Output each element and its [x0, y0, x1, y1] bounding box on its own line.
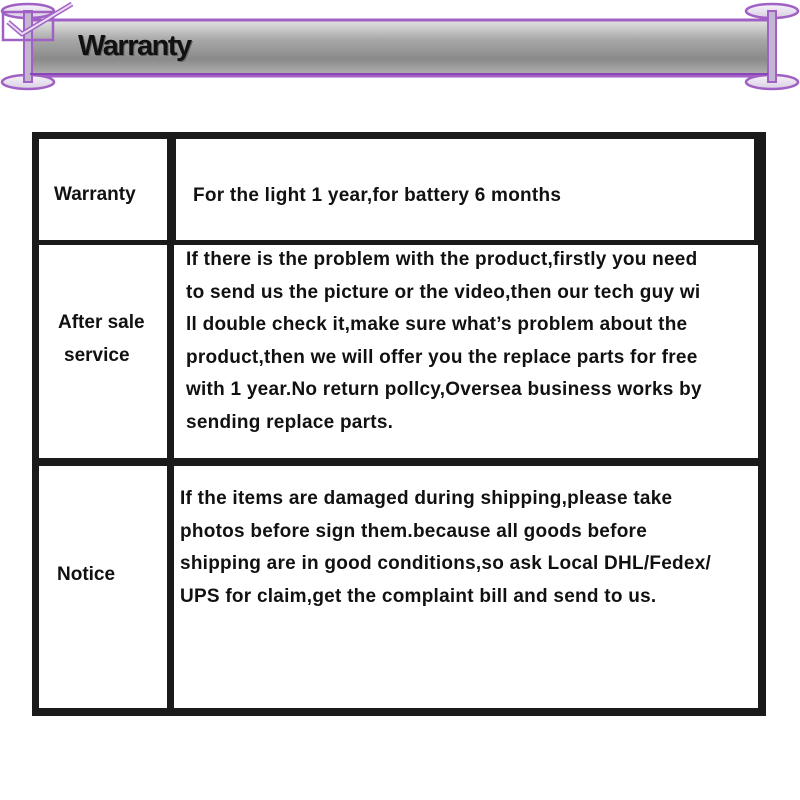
row-after-sale-label-cell	[39, 245, 167, 458]
row-notice-label: Notice	[57, 564, 116, 585]
row-notice-text: If the items are damaged during shipping,please take photos before sign them.because all goods before shipping are in good conditions,so ask Local DHL/Fedex/ UPS for claim,get the complaint bill and send to us.	[180, 488, 712, 607]
row-warranty-text: For the light 1 year,for battery 6 months	[193, 185, 562, 206]
checkmark-box-icon	[0, 0, 76, 42]
warranty-banner	[0, 0, 800, 95]
row-warranty-label-cell	[39, 139, 167, 240]
row-after-sale-text: If there is the problem with the product,firstly you need to send us the picture or the video,then our tech guy wi ll double check it,make sure what’s problem about the product,then we will offer you the replace parts for free with 1 year.No return pollcy,Oversea business works by sending replace parts.	[186, 249, 702, 433]
row-notice-content-cell	[174, 466, 758, 708]
row-notice-label-cell	[39, 466, 167, 708]
row-warranty-label: Warranty	[54, 184, 136, 205]
warranty-table	[32, 132, 766, 716]
row-warranty-content-cell	[176, 139, 754, 240]
banner-title: Warranty	[78, 30, 191, 62]
row-after-sale-label: After sale service	[58, 312, 145, 366]
row-after-sale-content-cell	[174, 245, 758, 458]
